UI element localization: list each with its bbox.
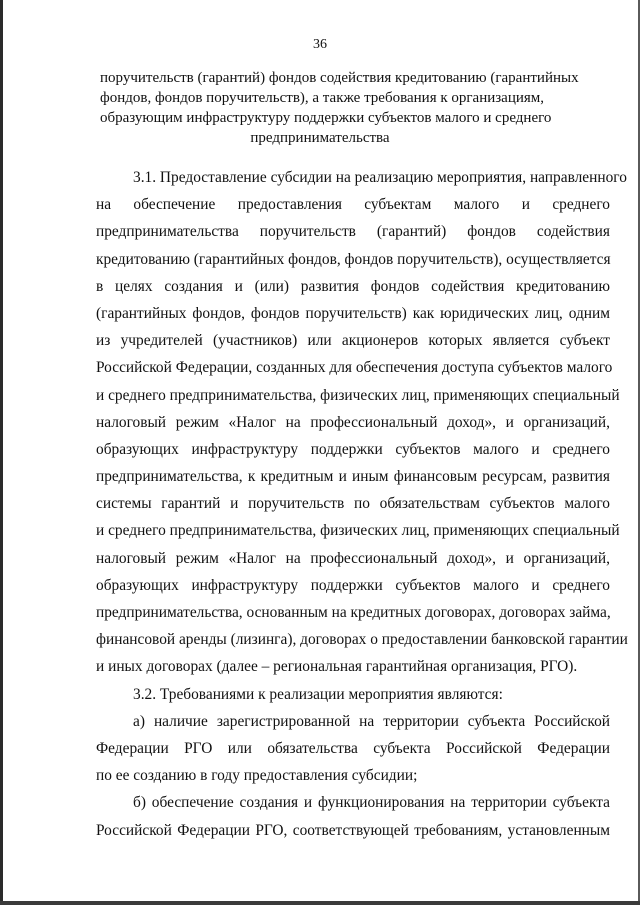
section-heading: [100, 68, 579, 148]
scan-edge-left: [0, 0, 3, 905]
paragraph-3-1-line: предпринимательства поручительств (гарантий) фондов содействия: [96, 223, 610, 241]
paragraph-3-1-line: налоговый режим «Налог на профессиональный доход», и организаций,: [96, 413, 610, 431]
paragraph-3-1-line: кредитованию (гарантийных фондов, фондов поручительств), осуществляется: [96, 250, 611, 268]
item-b-line: б) обеспечение создания и функционирования на территории субъекта: [133, 794, 610, 812]
paragraph-3-1-line: предпринимательства, основанным на кредитных договорах, договорах займа,: [96, 604, 611, 621]
paragraph-3-1-line: и иных договорах (далее – региональная гарантийная организация, РГО).: [96, 658, 578, 676]
paragraph-3-1-line: и среднего предпринимательства, физических лиц, применяющих специальный: [96, 386, 620, 404]
paragraph-3-1-line: 3.1. Предоставление субсидии на реализацию мероприятия, направленного: [133, 169, 627, 186]
item-a-line: по ее созданию в году предоставления субсидии;: [96, 767, 418, 785]
paragraph-3-1-line: образующих инфраструктуру поддержки субъектов малого и среднего: [96, 576, 610, 594]
page-number: 36: [313, 37, 327, 52]
paragraph-3-1-line: в целях создания и (или) развития фондов содействия кредитованию: [96, 277, 610, 295]
scan-edge-bottom: [0, 901, 640, 905]
paragraph-3-1-line: из учредителей (участников) или акционеров которых является субъект: [96, 332, 610, 350]
paragraph-3-1-line: на обеспечение предоставления субъектам малого и среднего: [96, 196, 610, 214]
item-a-line: Федерации РГО или обязательства субъекта Российской Федерации: [96, 739, 610, 757]
item-a-line: а) наличие зарегистрированной на территории субъекта Российской: [133, 712, 610, 730]
heading-line: образующим инфраструктуру поддержки субъектов малого и среднего: [100, 110, 552, 126]
paragraph-3-1-line: образующих инфраструктуру поддержки субъектов малого и среднего: [96, 440, 610, 458]
heading-line: фондов, фондов поручительств), а также требования к организациям,: [100, 90, 545, 106]
item-b-line: Российской Федерации РГО, соответствующей требованиям, установленным: [96, 821, 610, 839]
heading-line: поручительств (гарантий) фондов содействия кредитованию (гарантийных: [100, 70, 579, 86]
paragraph-3-1-line: системы гарантий и поручительств по обязательствам субъектов малого: [96, 495, 610, 513]
document-body: [96, 164, 628, 844]
paragraph-3-1-line: Российской Федерации, созданных для обеспечения доступа субъектов малого: [96, 359, 613, 377]
paragraph-3-1-line: финансовой аренды (лизинга), договорах о предоставлении банковской гарантии: [96, 631, 628, 649]
paragraph-3-1-line: налоговый режим «Налог на профессиональный доход», и организаций,: [96, 549, 610, 567]
heading-line: предпринимательства: [250, 130, 390, 146]
paragraph-3-1-line: предпринимательства, к кредитным и иным финансовым ресурсам, развития: [96, 468, 610, 486]
paragraph-3-1-line: и среднего предпринимательства, физических лиц, применяющих специальный: [96, 522, 620, 540]
paragraph-3-2-line: 3.2. Требованиями к реализации мероприятия являются:: [133, 685, 503, 703]
paragraph-3-1-line: (гарантийных фондов, фондов поручительств) как юридических лиц, одним: [96, 304, 610, 322]
